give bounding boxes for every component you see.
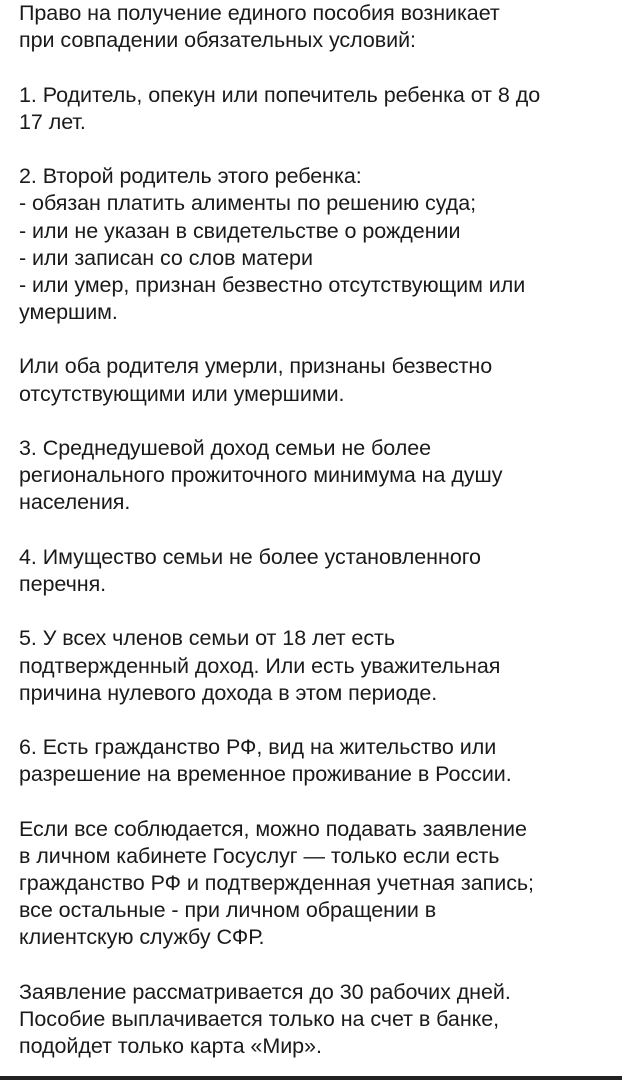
text-line: - обязан платить алименты по решению суда;	[19, 191, 477, 216]
paragraph-gap	[19, 952, 615, 979]
text-line: 5. У всех членов семьи от 18 лет есть	[19, 626, 395, 651]
text-line: - или записан со слов матери	[19, 245, 313, 270]
text-line: 4. Имущество семьи не более установленного	[19, 544, 481, 569]
text-line: при совпадении обязательных условий:	[19, 28, 416, 53]
text-line: - или умер, признан безвестно отсутствующим или	[19, 272, 526, 297]
text-line: - или не указан в свидетельстве о рождении	[19, 218, 461, 243]
paragraph-gap	[19, 788, 615, 815]
text-line: регионального прожиточного минимума на душу	[19, 463, 503, 488]
text-line: умершим.	[19, 300, 118, 325]
text-line: причина нулевого дохода в этом периоде.	[19, 680, 438, 705]
text-line: Заявление рассматривается до 30 рабочих дней.	[19, 979, 511, 1004]
text-line: населения.	[19, 490, 131, 515]
text-line: 17 лет.	[19, 109, 86, 134]
text-line: клиентскую службу СФР.	[19, 925, 265, 950]
text-line: 3. Среднедушевой доход семьи не более	[19, 436, 432, 460]
text-line: Право на получение единого пособия возникает	[19, 1, 500, 25]
text-line: 1. Родитель, опекун или попечитель ребенка от 8 до	[19, 82, 541, 107]
message-text	[19, 0, 615, 1060]
paragraph-gap	[19, 408, 615, 435]
paragraph-gap	[19, 326, 615, 353]
paragraph-gap	[19, 598, 615, 625]
paragraph-gap	[19, 707, 615, 734]
paragraph-gap	[19, 517, 615, 544]
text-line: подойдет только карта «Мир».	[19, 1034, 322, 1059]
text-line: гражданство РФ и подтвержденная учетная запись;	[19, 871, 534, 895]
text-line: разрешение на временное проживание в России.	[19, 762, 512, 787]
text-line: Пособие выплачивается только на счет в банке,	[19, 1006, 500, 1031]
text-line: Или оба родителя умерли, признаны безвестно	[19, 354, 493, 379]
text-line: 6. Есть гражданство РФ, вид на жительство или	[19, 735, 497, 760]
text-line: все остальные - при личном обращении в	[19, 898, 437, 923]
text-line: перечня.	[19, 571, 107, 596]
text-line: 2. Второй родитель этого ребенка:	[19, 164, 362, 189]
bottom-divider	[0, 1076, 622, 1080]
paragraph-gap	[19, 54, 615, 81]
paragraph-gap	[19, 136, 615, 163]
text-line: подтвержденный доход. Или есть уважительная	[19, 653, 501, 678]
text-line: в личном кабинете Госуслуг — только если есть	[19, 843, 500, 868]
text-line: Если все соблюдается, можно подавать заявление	[19, 816, 527, 841]
text-line: отсутствующими или умершими.	[19, 381, 345, 406]
